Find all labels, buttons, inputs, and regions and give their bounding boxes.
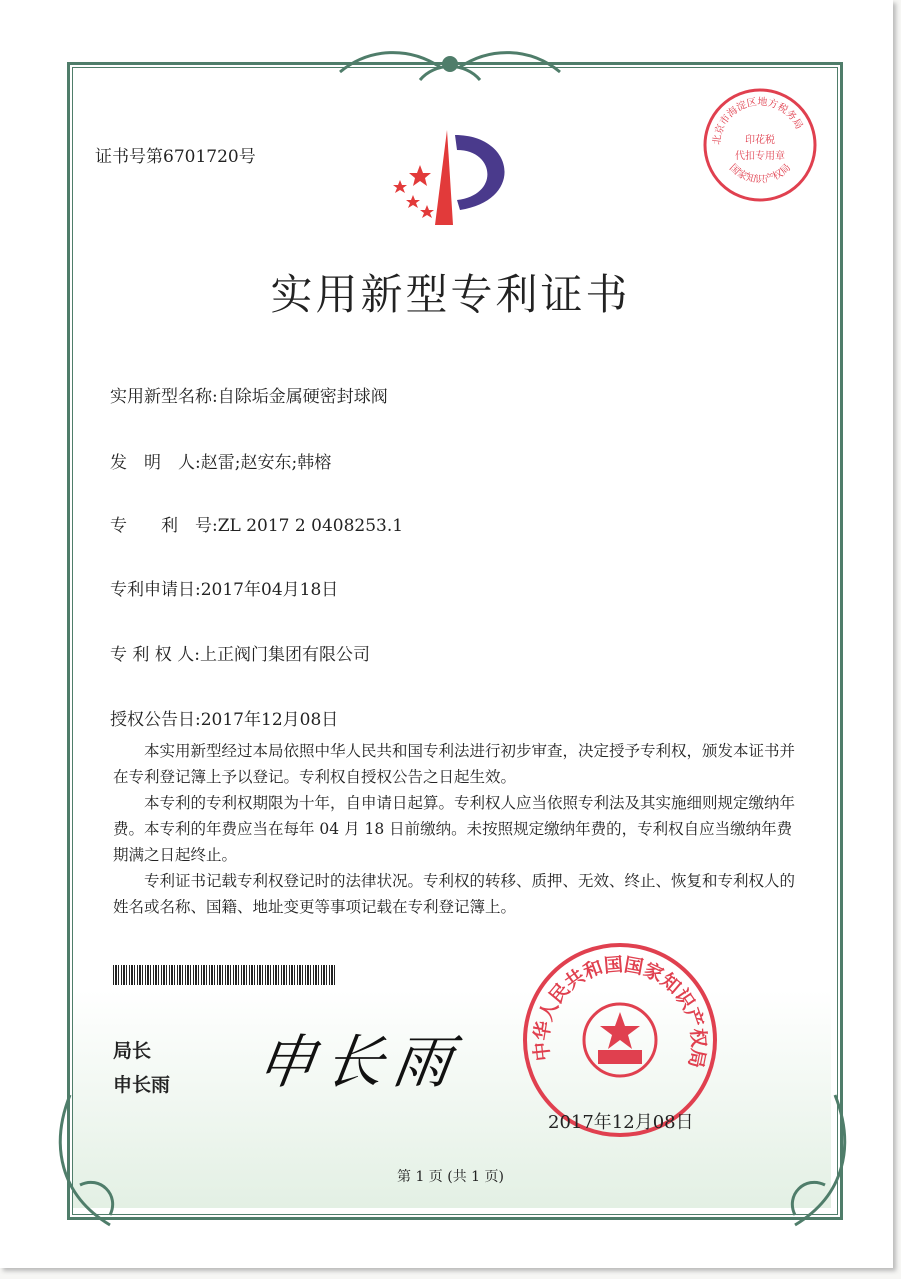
signature: 申长雨 [252,1028,467,1096]
bottom-right-ornament-icon [765,1085,855,1235]
certificate-number: 证书号第6701720号 [95,147,256,167]
page-title: 实用新型专利证书 [270,270,631,319]
certificate-body-text [113,738,803,920]
svg-text:中华人民共和国国家知识产权局: 中华人民共和国国家知识产权局 [530,953,710,1070]
svg-text:印花税: 印花税 [745,135,775,146]
paragraph: 本专利的专利权期限为十年，自申请日起算。专利权人应当依照专利法及其实施细则规定缴纳年费。本专利的年费应当在每年 04 月 18 日前缴纳。未按照规定缴纳年费的，专利权自应当缴纳年费期满之日起终止。 [113,794,796,864]
tax-stamp [700,85,820,205]
field-inventors: 发 明 人:赵雷;赵安东;韩榕 [110,453,332,473]
field-utility-model-name: 实用新型名称:自除垢金属硬密封球阀 [110,387,388,407]
paragraph: 本实用新型经过本局依照中华人民共和国专利法进行初步审查，决定授予专利权，颁发本证书并在专利登记簿上予以登记。专利权自授权公告之日起生效。 [113,742,796,786]
svg-text:北京市海淀区地方税务局: 北京市海淀区地方税务局 [711,96,805,146]
field-patentee: 专 利 权 人:上正阀门集团有限公司 [110,645,370,665]
star-icon [600,1012,640,1049]
bottom-left-ornament-icon [50,1085,140,1235]
paragraph: 专利证书记载专利权登记时的法律状况。专利权的转移、质押、无效、终止、恢复和专利权人的姓名或名称、国籍、地址变更等事项记载在专利登记簿上。 [113,872,796,916]
page-footer: 第 1 页 (共 1 页) [397,1169,504,1185]
svg-text:国家知识产权局: 国家知识产权局 [726,162,794,186]
patent-office-logo-icon [385,125,525,230]
seal-date: 2017年12月08日 [548,1112,694,1133]
svg-text:代扣专用章: 代扣专用章 [735,151,785,162]
barcode [113,965,335,985]
field-grant-date: 授权公告日:2017年12月08日 [110,710,339,730]
field-application-date: 专利申请日:2017年04月18日 [110,580,339,600]
signatory-title: 局长 [113,1040,152,1062]
signatory-name: 申长雨 [113,1074,171,1096]
top-ornament-icon [330,42,570,92]
field-patent-number: 专 利 号:ZL 2017 2 0408253.1 [110,516,404,536]
